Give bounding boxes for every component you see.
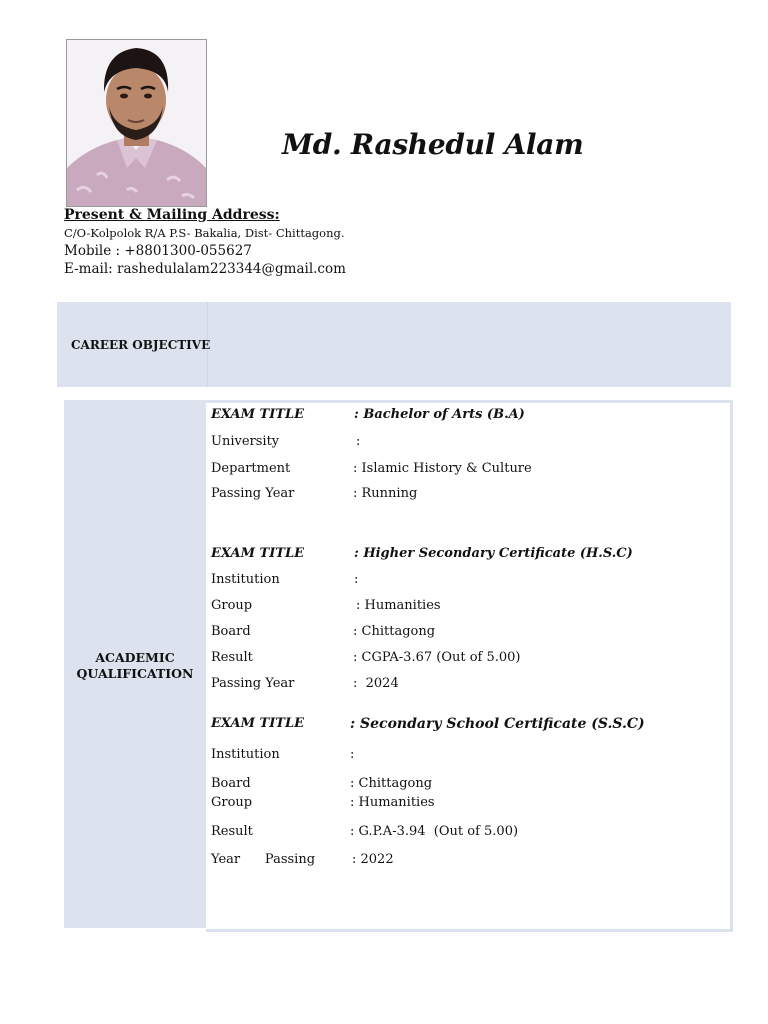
profile-photo bbox=[66, 39, 207, 207]
career-objective-label: CAREER OBJECTIVE bbox=[71, 338, 211, 352]
academic-qualification-label: ACADEMIC QUALIFICATION bbox=[76, 650, 194, 681]
address-heading: Present & Mailing Address: bbox=[64, 207, 280, 223]
academic-details: EXAM TITLE : Bachelor of Arts (B.A) University : Department : Islamic History & Culture Passing Year : Running EXAM TITLE : Higher Secondary Certificate (H.S.C) Institution : Group : Humanities Board : Chittagong Result : CGPA-3.67 (Out of 5.00) Passing Year : 2024 EXAM TITLE : Secondary School Certificate (S.S.C) Institution : Board : Chittagong Group : Humanities Result : G.P.A-3.94 (Out of 5.00) Year Passing : 2022 bbox=[206, 400, 733, 932]
candidate-name: Md. Rashedul Alam bbox=[282, 128, 584, 161]
email-line: E-mail: rashedulalam223344@gmail.com bbox=[64, 261, 346, 277]
career-label-cell bbox=[57, 302, 211, 387]
mobile-line: Mobile : +8801300-055627 bbox=[64, 243, 252, 259]
address-line: C/O-Kolpolok R/A P.S- Bakalia, Dist- Chittagong. bbox=[64, 226, 345, 240]
portrait-image bbox=[67, 40, 206, 206]
academic-label-cell bbox=[64, 400, 206, 928]
career-objective-section bbox=[57, 302, 731, 387]
